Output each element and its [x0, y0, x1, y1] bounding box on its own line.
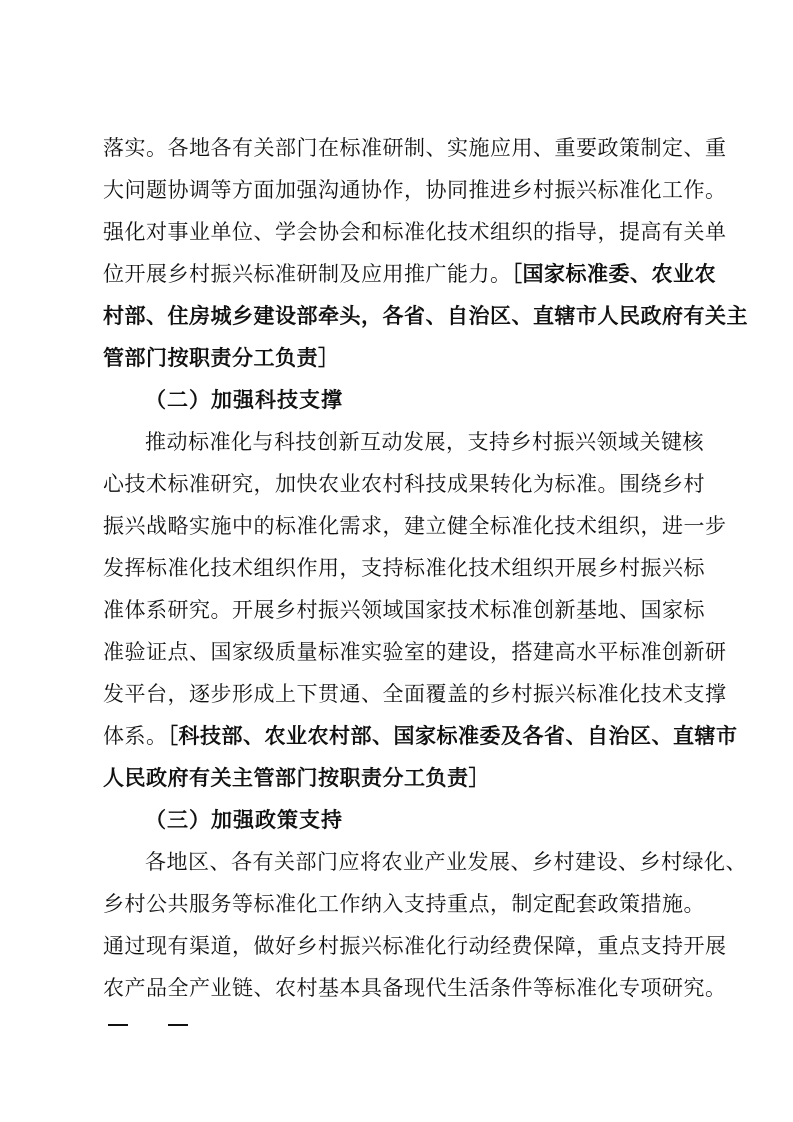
- page-number: [108, 1010, 188, 1040]
- paragraph-line: 准体系研究。开展乡村振兴领域国家技术标准创新基地、国家标: [103, 598, 705, 622]
- paragraph-line: 落实。各地各有关部门在标准研制、实施应用、重要政策制定、重: [103, 136, 727, 160]
- paragraph-line: 发平台，逐步形成上下贯通、全面覆盖的乡村振兴标准化技术支撑: [103, 682, 727, 706]
- paragraph-line: 各地区、各有关部门应将农业产业发展、乡村建设、乡村绿化、: [145, 850, 747, 874]
- paragraph-line: 强化对事业单位、学会协会和标准化技术组织的指导，提高有关单: [103, 220, 727, 244]
- section-heading: （三）加强政策支持: [145, 807, 343, 832]
- responsibility-note: ［科技部、农业农村部、国家标准委及各省、自治区、直辖市: [167, 723, 738, 748]
- paragraph-line: 发挥标准化技术组织作用，支持标准化技术组织开展乡村振兴标: [103, 556, 705, 580]
- paragraph-line: 大问题协调等方面加强沟通协作，协同推进乡村振兴标准化工作。: [103, 178, 727, 202]
- paragraph-text: 体系。: [103, 724, 168, 748]
- page-number-dash: [108, 1024, 128, 1026]
- paragraph-line: 准验证点、国家级质量标准实验室的建设，搭建高水平标准创新研: [103, 640, 727, 664]
- page-number-dash: [168, 1024, 188, 1026]
- paragraph-line: 振兴战略实施中的标准化需求，建立健全标准化技术组织，进一步: [103, 514, 727, 538]
- paragraph-line: 推动标准化与科技创新互动发展，支持乡村振兴领域关键核: [145, 430, 704, 454]
- paragraph-line: 通过现有渠道，做好乡村振兴标准化行动经费保障，重点支持开展: [103, 934, 727, 958]
- paragraph-line-mixed: [103, 254, 716, 294]
- responsibility-note: ［国家标准委、农业农: [511, 261, 716, 286]
- paragraph-line: 乡村公共服务等标准化工作纳入支持重点，制定配套政策措施。: [103, 892, 705, 916]
- section-heading: （二）加强科技支撑: [145, 387, 343, 412]
- responsibility-note-line: 村部、住房城乡建设部牵头，各省、自治区、直辖市人民政府有关主: [103, 303, 748, 328]
- paragraph-line: 心技术标准研究，加快农业农村科技成果转化为标准。围绕乡村: [103, 472, 705, 496]
- responsibility-note-line: 人民政府有关主管部门按职责分工负责］: [103, 765, 490, 790]
- responsibility-note-line: 管部门按职责分工负责］: [103, 345, 340, 370]
- paragraph-text: 位开展乡村振兴标准研制及应用推广能力。: [103, 262, 512, 286]
- paragraph-line-mixed: [103, 716, 738, 756]
- paragraph-line: 农产品全产业链、农村基本具备现代生活条件等标准化专项研究。: [103, 976, 727, 1000]
